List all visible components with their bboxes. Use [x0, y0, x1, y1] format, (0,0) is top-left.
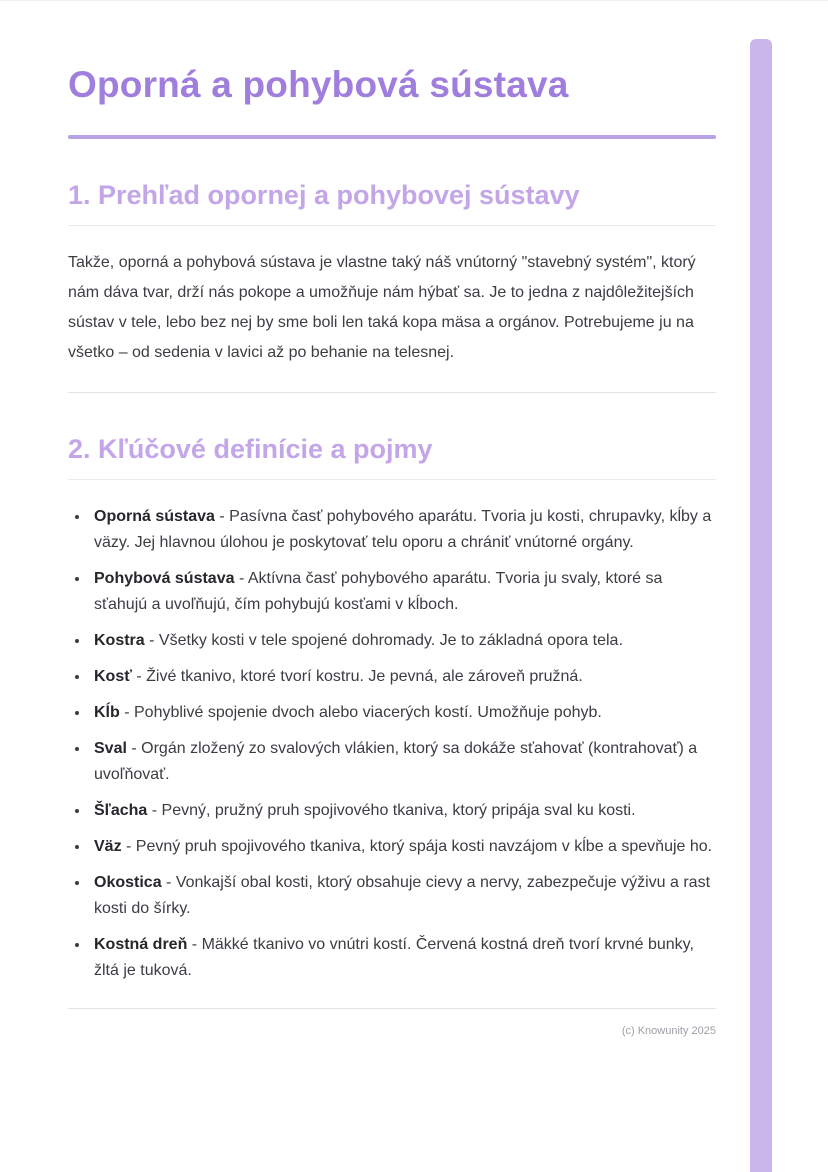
- list-item: [90, 566, 716, 618]
- definition: - Pohyblivé spojenie dvoch alebo viacerých kostí. Umožňuje pohyb.: [124, 703, 602, 721]
- section-2-heading: 2. Kľúčové definície a pojmy: [68, 433, 716, 480]
- list-item: [90, 504, 716, 556]
- list-item: [90, 700, 716, 726]
- list-item: [90, 870, 716, 922]
- list-item: [90, 736, 716, 788]
- document-page: [0, 1, 828, 1172]
- term: Okostica: [94, 873, 162, 891]
- section-1-heading: 1. Prehľad opornej a pohybovej sústavy: [68, 179, 716, 226]
- definition: - Pevný, pružný pruh spojivového tkaniva, ktorý pripája sval ku kosti.: [151, 801, 636, 819]
- list-item: [90, 798, 716, 824]
- section-definitions: [68, 433, 716, 984]
- definition: - Aktívna časť pohybového aparátu. Tvoria ju svaly, ktoré sa sťahujú a uvoľňujú, čím pohybujú kosťami v kĺboch.: [94, 569, 663, 613]
- term: Sval: [94, 739, 127, 757]
- section-1-paragraph: Takže, oporná a pohybová sústava je vlastne taký náš vnútorný "stavebný systém", ktorý nám dáva tvar, drží nás pokope a umožňuje nám hýbať sa. Je to jedna z najdôležitejších sústav v tele, lebo bez nej by sme boli len taká kopa mäsa a orgánov. Potrebujeme ju na všetko – od sedenia v lavici až po behanie na telesnej.: [68, 254, 696, 362]
- definition: - Orgán zložený zo svalových vlákien, ktorý sa dokáže sťahovať (kontrahovať) a uvoľňovať.: [94, 739, 698, 783]
- section-overview: [68, 179, 716, 368]
- definition: - Pevný pruh spojivového tkaniva, ktorý spája kosti navzájom v kĺbe a spevňuje ho.: [126, 837, 713, 855]
- list-item: [90, 628, 716, 654]
- term: Kĺb: [94, 703, 120, 721]
- definition: - Živé tkanivo, ktoré tvorí kostru. Je pevná, ale zároveň pružná.: [136, 667, 583, 685]
- definition: - Mäkké tkanivo vo vnútri kostí. Červená kostná dreň tvorí krvné bunky, žltá je tuková.: [94, 935, 694, 979]
- term: Kosť: [94, 667, 132, 685]
- footer-credit: (c) Knowunity 2025: [621, 1024, 716, 1037]
- section-divider-1: [68, 392, 716, 393]
- term: Šľacha: [94, 801, 148, 819]
- term: Kostra: [94, 631, 145, 649]
- title-divider: [68, 135, 716, 139]
- side-accent-bar: [750, 39, 772, 1172]
- term: Oporná sústava: [94, 507, 215, 525]
- list-item: [90, 834, 716, 860]
- term: Väz: [94, 837, 122, 855]
- document-content: [68, 1, 716, 1037]
- definitions-list: [68, 504, 716, 984]
- section-divider-2: [68, 1008, 716, 1009]
- definition: - Pasívna časť pohybového aparátu. Tvoria ju kosti, chrupavky, kĺby a väzy. Jej hlavnou úlohou je poskytovať telu oporu a chrániť vnútorné orgány.: [94, 507, 712, 551]
- term: Kostná dreň: [94, 935, 188, 953]
- list-item: [90, 664, 716, 690]
- list-item: [90, 932, 716, 984]
- definition: - Vonkajší obal kosti, ktorý obsahuje cievy a nervy, zabezpečuje výživu a rast kosti do šírky.: [94, 873, 711, 917]
- page-title: Oporná a pohybová sústava: [68, 64, 569, 105]
- term: Pohybová sústava: [94, 569, 235, 587]
- definition: - Všetky kosti v tele spojené dohromady. Je to základná opora tela.: [149, 631, 623, 649]
